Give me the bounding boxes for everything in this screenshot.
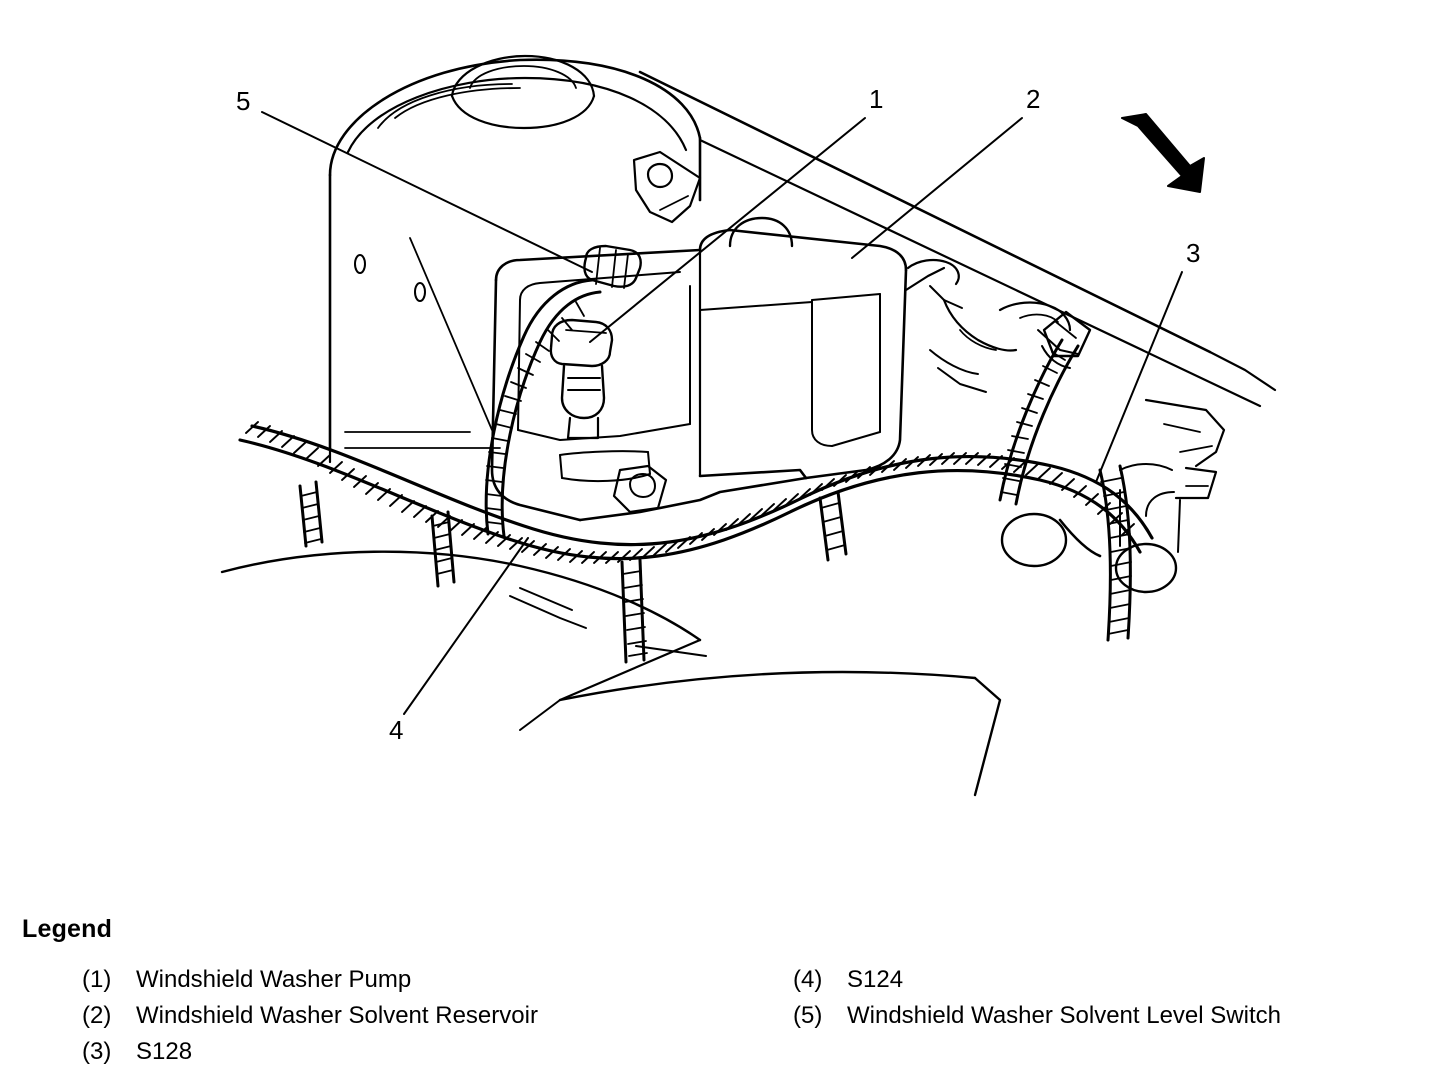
legend-item-number: (5) bbox=[793, 1002, 823, 1029]
legend-column-left bbox=[0, 962, 745, 1070]
legend-item bbox=[82, 1034, 745, 1070]
legend-item-label: Windshield Washer Solvent Reservoir bbox=[136, 1002, 538, 1029]
legend-item-number: (4) bbox=[793, 966, 823, 993]
legend-item-number: (2) bbox=[82, 1002, 112, 1029]
legend-item-number: (3) bbox=[82, 1038, 112, 1065]
legend-item bbox=[82, 962, 745, 998]
legend-item-label: S128 bbox=[136, 1038, 193, 1065]
legend-item-label: Windshield Washer Pump bbox=[136, 966, 412, 993]
callout-3: 3 bbox=[1186, 238, 1201, 268]
callout-1: 1 bbox=[869, 84, 884, 114]
callout-5: 5 bbox=[236, 86, 251, 116]
legend-item bbox=[793, 998, 1440, 1034]
callout-2: 2 bbox=[1026, 84, 1041, 114]
legend-title: Legend bbox=[22, 915, 113, 943]
legend-item bbox=[82, 998, 745, 1034]
legend-item-number: (1) bbox=[82, 966, 112, 993]
callout-4: 4 bbox=[389, 715, 404, 745]
legend-item bbox=[793, 962, 1440, 998]
legend-item-label: S124 bbox=[847, 966, 904, 993]
legend bbox=[0, 915, 1440, 1070]
legend-item-label: Windshield Washer Solvent Level Switch bbox=[847, 1002, 1281, 1029]
legend-column-right bbox=[745, 962, 1440, 1070]
